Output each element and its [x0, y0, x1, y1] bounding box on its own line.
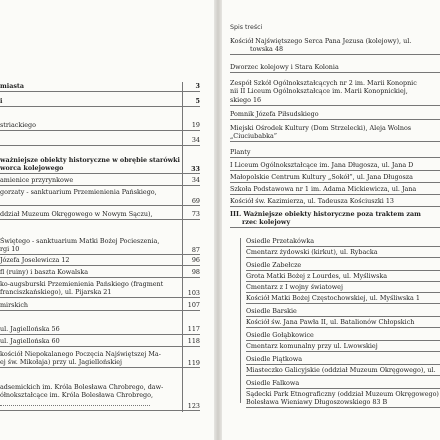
- toc-line: Miejski Ośrodek Kultury (Dom Strzelecki), Aleja Wolnos: [230, 124, 412, 132]
- toc-line: Osiedle Gołąbkowice: [246, 331, 314, 339]
- toc-entry: [0, 383, 200, 411]
- toc-entry-title: [0, 383, 182, 409]
- toc-entry: [246, 294, 440, 304]
- toc-entry: [0, 256, 200, 266]
- toc-entry: [246, 342, 440, 352]
- toc-entry-page: 119: [187, 358, 200, 367]
- toc-line: ółnokształcące im. Króla Bolesława Chrobrego,: [0, 391, 154, 400]
- toc-line: ej św. Mikołaja) przy ul. Jagiellońskiej: [0, 358, 123, 367]
- toc-entry: [0, 301, 200, 311]
- toc-line: kościół Niepokalanego Poczęcia Najświętszej Ma-: [0, 350, 161, 358]
- toc-entry-page: 87: [191, 245, 200, 254]
- toc-line: Pomnik Józefa Piłsudskiego: [230, 110, 319, 118]
- toc-entry-title: ul. Jagiellońska 56: [0, 325, 60, 333]
- toc-line: rzec kolejowy: [242, 218, 291, 227]
- toc-entry-page: 69: [191, 196, 200, 205]
- toc-line: Cmentarz komunalny przy ul. Lwowskiej: [246, 342, 378, 350]
- toc-entry: [230, 37, 440, 55]
- toc-line: skiego 16: [230, 95, 262, 104]
- toc-line: Małopolskie Centrum Kultury „Sokół”, ul. Jana Długosza: [230, 173, 413, 181]
- toc-line: gorzaty - sanktuarium Przemienienia Pańskiego,: [0, 188, 157, 196]
- toc-entry-page: 98: [191, 268, 200, 276]
- toc-entry-title: [0, 237, 182, 253]
- toc-line: rgi 10: [0, 245, 20, 254]
- toc-line: towska 48: [250, 45, 284, 54]
- toc-entry: [246, 390, 440, 408]
- toc-entry-page: 103: [187, 288, 200, 297]
- left-page: [0, 0, 214, 440]
- toc-entry-title: amienice przyrynkowe: [0, 176, 74, 184]
- toc-line: Szkoła Podstawowa nr 1 im. Adama Mickiewicza, ul. Jana: [230, 185, 417, 193]
- toc-line: III. Ważniejsze obiekty historyczne poza traktem zam: [230, 210, 421, 218]
- toc-entry: [230, 185, 440, 195]
- toc-line: Miasteczko Galicyjskie (oddział Muzeum Okręgowego), ul.: [246, 366, 436, 374]
- toc-entry: [230, 161, 440, 171]
- toc-entry-page: 34: [191, 176, 200, 184]
- toc-entry: [0, 280, 200, 298]
- toc-entry-page: 3: [195, 82, 200, 90]
- toc-line: Cmentarz żydowski (kirkut), ul. Rybacka: [246, 248, 378, 256]
- book-gutter: [214, 0, 222, 440]
- toc-line: Kościół Najświętszego Serca Pana Jezusa (kolejowy), ul.: [230, 37, 412, 45]
- toc-entry: [246, 272, 440, 282]
- toc-entry: [0, 97, 200, 107]
- toc-entry-page: 33: [191, 164, 200, 173]
- toc-line: Grota Matki Bożej z Lourdes, ul. Myśliwska: [246, 272, 388, 280]
- toc-entry-title: striackiego: [0, 121, 36, 129]
- toc-line: Bolesława Wieniawy Długoszowskiego 83 B: [246, 398, 388, 407]
- toc-subheading: [246, 307, 440, 317]
- toc-line: Kościół św. Kazimierza, ul. Tadeusza Kościuszki 13: [230, 197, 395, 205]
- toc-entry: [230, 124, 440, 142]
- toc-line: Osiedle Zabełcze: [246, 261, 302, 269]
- toc-entry: [0, 350, 200, 368]
- toc-subheading: [246, 261, 440, 271]
- toc-line: Sądecki Park Etnograficzny (oddział Muzeum Okręgowego): [246, 390, 439, 398]
- toc-line: I Liceum Ogólnokształcące im. Jana Długosza, ul. Jana D: [230, 161, 414, 169]
- toc-line: Osiedle Piątkowa: [246, 355, 303, 363]
- toc-entry-title: [0, 280, 182, 296]
- toc-line: ważniejsze obiekty historyczne w obrębie starówki: [0, 156, 180, 164]
- toc-entry-page: 34: [191, 136, 200, 144]
- toc-line: Osiedle Falkowa: [246, 379, 300, 387]
- toc-line: Osiedle Barskie: [246, 307, 297, 315]
- toc-subheading: [246, 237, 440, 247]
- toc-entry: [0, 136, 200, 146]
- toc-entry-page: 107: [187, 301, 200, 309]
- toc-entry: [0, 176, 200, 186]
- toc-entry-title: [0, 350, 182, 366]
- toc-entry-title: miasta: [0, 82, 25, 90]
- toc-entry-title: ddział Muzeum Okręgowego w Nowym Sączu),: [0, 210, 153, 218]
- toc-entry: [230, 197, 440, 207]
- toc-entry-page: 118: [187, 337, 200, 345]
- toc-entry-title: mirskich: [0, 301, 29, 309]
- toc-entry: [246, 366, 440, 376]
- toc-subheading: [246, 331, 440, 341]
- toc-entry: [0, 121, 200, 131]
- toc-entry: [0, 268, 200, 278]
- toc-section-heading: [0, 156, 200, 174]
- toc-entry-title: Józefa Joselewicza 12: [0, 256, 70, 264]
- right-page: [222, 0, 440, 440]
- toc-entry-title: ul. Jagiellońska 60: [0, 337, 60, 345]
- toc-subheading: [246, 379, 440, 389]
- toc-line: worca kolejowego: [0, 164, 64, 173]
- toc-line: Świętego - sanktuarium Matki Bożej Pocieszenia,: [0, 237, 160, 245]
- dot-leader: [0, 399, 150, 406]
- toc-entry: [0, 82, 200, 92]
- toc-entry-page: 123: [187, 401, 200, 410]
- toc-entry: [0, 210, 200, 220]
- toc-entry: [0, 237, 200, 255]
- toc-entry-page: 117: [187, 325, 200, 333]
- toc-entry: [246, 248, 440, 258]
- toc-entry-title: [0, 188, 182, 196]
- left-toc-table: [0, 0, 200, 440]
- toc-line: Kościół św. Jana Pawła II, ul. Batalionów Chłopskich: [246, 318, 415, 326]
- toc-entry: [230, 148, 440, 158]
- toc-subheading: [246, 355, 440, 365]
- toc-line: „Ciuciubabka”: [230, 132, 278, 141]
- toc-entry: [246, 283, 440, 293]
- toc-line: nii II Liceum Ogólnokształcące im. Marii Konopnickiej,: [230, 87, 408, 96]
- toc-entry-title: fl (ruiny) i baszta Kowalska: [0, 268, 89, 276]
- toc-entry: [230, 79, 440, 106]
- toc-line: Planty: [230, 148, 251, 156]
- toc-entry-title: i: [0, 97, 3, 105]
- toc-entry: [246, 318, 440, 328]
- toc-line: adsemickich im. Króla Bolesława Chrobrego, daw-: [0, 383, 164, 391]
- toc-entry-page: 5: [195, 97, 200, 105]
- toc-line: Kościół Matki Bożej Częstochowskiej, ul. Myśliwska 1: [246, 294, 420, 302]
- toc-entry: [0, 325, 200, 335]
- toc-line: Zespół Szkół Ogólnokształcących nr 2 im. Marii Konopnic: [230, 79, 417, 87]
- toc-section-heading: [230, 210, 440, 228]
- toc-line: Dworzec kolejowy i Stara Kolonia: [230, 63, 339, 71]
- toc-entry: [0, 337, 200, 347]
- indent-column-line: [240, 238, 241, 403]
- toc-line: franciszkańskiego), ul. Pijarska 21: [0, 288, 112, 297]
- toc-entry: [230, 63, 440, 73]
- toc-entry: [230, 110, 440, 120]
- toc-line: Cmentarz z I wojny światowej: [246, 283, 343, 291]
- toc-entry: [0, 188, 200, 206]
- toc-entry-title: [0, 156, 182, 172]
- toc-entry-page: 73: [191, 210, 200, 218]
- toc-line: Osiedle Przetakówka: [246, 237, 315, 245]
- toc-entry: [230, 173, 440, 183]
- toc-entry-page: 96: [191, 256, 200, 264]
- toc-entry-page: 19: [191, 121, 200, 129]
- toc-line: ko-augsburski Przemienienia Pańskiego (fragment: [0, 280, 164, 288]
- running-header: Spis treści: [230, 24, 263, 31]
